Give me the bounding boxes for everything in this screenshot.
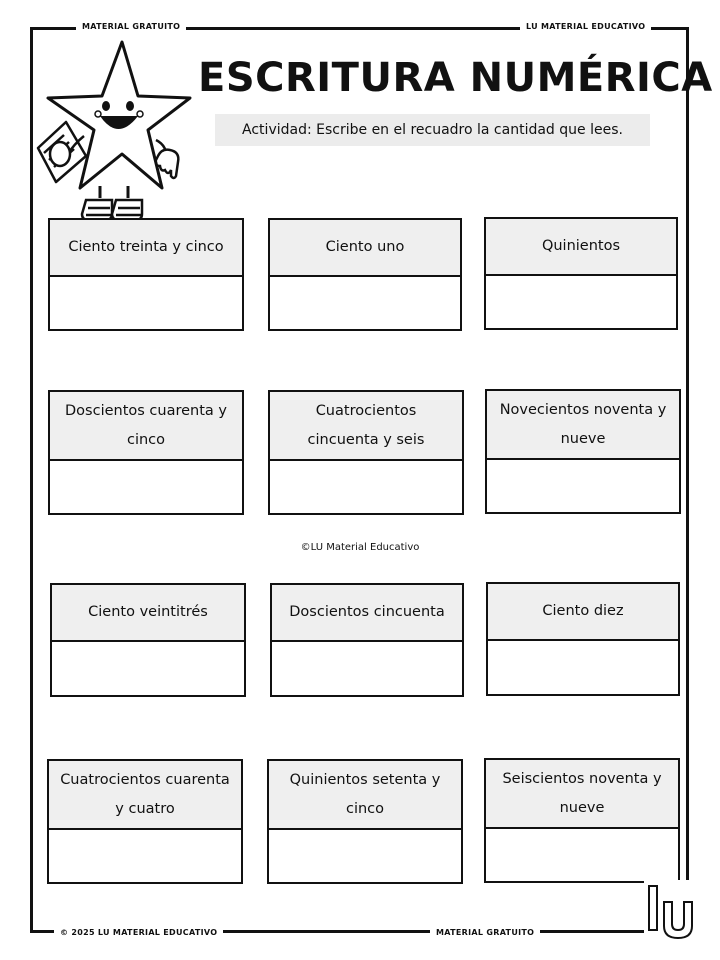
card-label: Cuatrocientos cincuenta y seis bbox=[270, 392, 462, 461]
card-label: Seiscientos noventa y nueve bbox=[486, 760, 678, 829]
number-card bbox=[484, 758, 680, 883]
answer-box[interactable] bbox=[52, 642, 244, 695]
number-card bbox=[485, 389, 681, 514]
footer-left-label: © 2025 LU MATERIAL EDUCATIVO bbox=[54, 928, 223, 938]
card-label: Cuatrocientos cuarenta y cuatro bbox=[49, 761, 241, 830]
number-card bbox=[50, 583, 246, 697]
card-label: Ciento uno bbox=[270, 220, 460, 277]
answer-box[interactable] bbox=[269, 830, 461, 882]
page-title: ESCRITURA NUMÉRICA bbox=[198, 55, 713, 101]
activity-instruction: Actividad: Escribe en el recuadro la cantidad que lees. bbox=[215, 114, 650, 146]
answer-box[interactable] bbox=[270, 277, 460, 329]
number-card bbox=[268, 390, 464, 515]
card-label: Ciento diez bbox=[488, 584, 678, 641]
number-card bbox=[270, 583, 464, 697]
answer-box[interactable] bbox=[270, 461, 462, 513]
card-label: Ciento veintitrés bbox=[52, 585, 244, 642]
card-label: Doscientos cuarenta y cinco bbox=[50, 392, 242, 461]
answer-box[interactable] bbox=[487, 460, 679, 512]
card-label: Doscientos cincuenta bbox=[272, 585, 462, 642]
number-card bbox=[48, 390, 244, 515]
lu-logo-icon bbox=[644, 880, 700, 940]
number-card bbox=[484, 217, 678, 330]
card-label: Quinientos bbox=[486, 219, 676, 276]
header-right-label: LU MATERIAL EDUCATIVO bbox=[520, 22, 651, 32]
answer-box[interactable] bbox=[50, 277, 242, 329]
number-card bbox=[47, 759, 243, 884]
answer-box[interactable] bbox=[488, 641, 678, 694]
answer-box[interactable] bbox=[49, 830, 241, 882]
number-card bbox=[486, 582, 680, 696]
answer-box[interactable] bbox=[50, 461, 242, 513]
number-card bbox=[268, 218, 462, 331]
card-label: Novecientos noventa y nueve bbox=[487, 391, 679, 460]
star-mascot-icon bbox=[28, 36, 198, 222]
header-left-label: MATERIAL GRATUITO bbox=[76, 22, 186, 32]
card-label: Quinientos setenta y cinco bbox=[269, 761, 461, 830]
number-card bbox=[48, 218, 244, 331]
answer-box[interactable] bbox=[486, 829, 678, 881]
copyright-notice: ©LU Material Educativo bbox=[300, 542, 420, 553]
card-label: Ciento treinta y cinco bbox=[50, 220, 242, 277]
answer-box[interactable] bbox=[272, 642, 462, 695]
number-card bbox=[267, 759, 463, 884]
answer-box[interactable] bbox=[486, 276, 676, 328]
footer-right-label: MATERIAL GRATUITO bbox=[430, 928, 540, 938]
